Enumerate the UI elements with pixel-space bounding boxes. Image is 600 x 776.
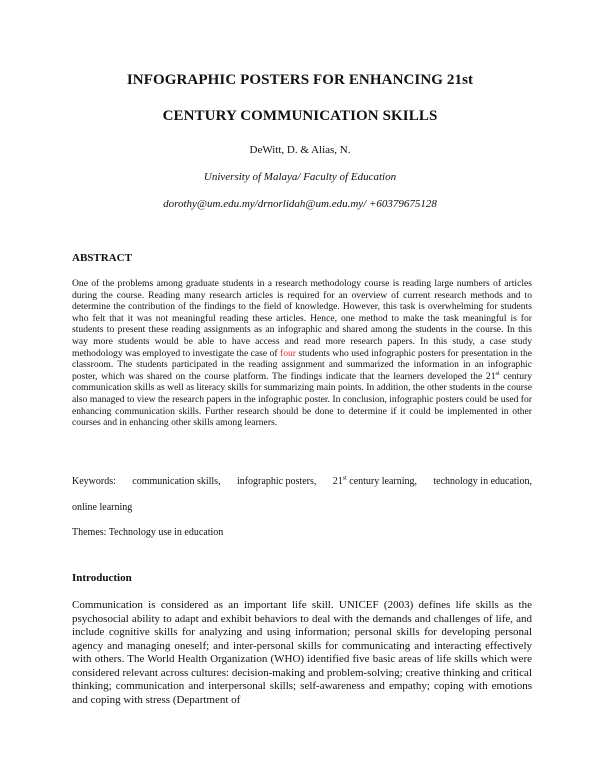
abstract-highlight: four <box>280 347 296 359</box>
keywords <box>72 476 532 488</box>
keyword-3 <box>333 476 417 488</box>
abstract-text-part-1: One of the problems among graduate students in a research methodology course is reading large numbers of articles during the course. Reading many research articles is required for an overview of current research methods and to determine the contribution of the findings to the field of knowledge. However, this task is overwhelming for students who felt that it was not meaningful reading these articles. Hence, one method to make the task meaningful is for students to present these reading assignments as an infographic and shared among the students in the course. In this way more students would be able to have access and read more research papers. In this study, a case study methodology was employed to investigate the case of <box>72 278 532 359</box>
keyword-3-pre: 21 <box>332 476 343 487</box>
abstract-text-part-3: century communication skills as well as literacy skills for summarizing main points. In addition, the other students in the course also managed to view the research papers in the infographic poster. In conclusion, infographic posters could be used for enhancing communication skills. Further research should be done to determine if it could be implemented in other courses and in enhancing other skills among learners. <box>72 370 532 429</box>
keyword-1: communication skills, <box>132 476 221 487</box>
keywords-label: Keywords: <box>72 476 116 487</box>
introduction-text: Communication is considered as an important life skill. UNICEF (2003) defines life skills as the psychosocial ability to adapt and exhibit behaviors to deal with the demands and challenges of life, and include cognitive skills for analyzing and using information; personal skills for developing personal agency and managing oneself; and inter-personal skills for communicating and interacting effectively with others. The World Health Organization (WHO) identified five basic areas of life skills which were considered relevant across cultures: decision-making and problem-solving; creative thinking and critical thinking; communication and interpersonal skills; self-awareness and empathy; coping with emotions and coping with stress (Department of <box>72 599 532 706</box>
abstract-text-part-2: students who used infographic posters for presentation in the classroom. The students participated in the reading assignment and summarized the information in an infographic poster, which was shared on the course platform. The findings indicate that the learners developed the 21 <box>72 347 533 382</box>
keyword-3-sup: st <box>342 475 347 482</box>
keyword-5: online learning <box>72 502 133 513</box>
abstract-heading: ABSTRACT <box>72 252 132 264</box>
title-line-1: INFOGRAPHIC POSTERS FOR ENHANCING 21st <box>126 72 474 88</box>
affiliation: University of Malaya/ Faculty of Education <box>203 171 397 183</box>
abstract-superscript: st <box>495 370 500 377</box>
introduction-heading: Introduction <box>72 572 132 584</box>
title-line-2: CENTURY COMMUNICATION SKILLS <box>162 108 438 124</box>
themes: Themes: Technology use in education <box>72 527 224 538</box>
authors: DeWitt, D. & Alias, N. <box>249 144 351 156</box>
abstract-text <box>72 278 532 429</box>
keyword-3-post: century learning, <box>346 476 417 487</box>
contact-info: dorothy@um.edu.my/drnorlidah@um.edu.my/ +60379675128 <box>163 198 437 210</box>
keyword-4: technology in education, <box>433 476 532 487</box>
keyword-2: infographic posters, <box>236 476 317 487</box>
